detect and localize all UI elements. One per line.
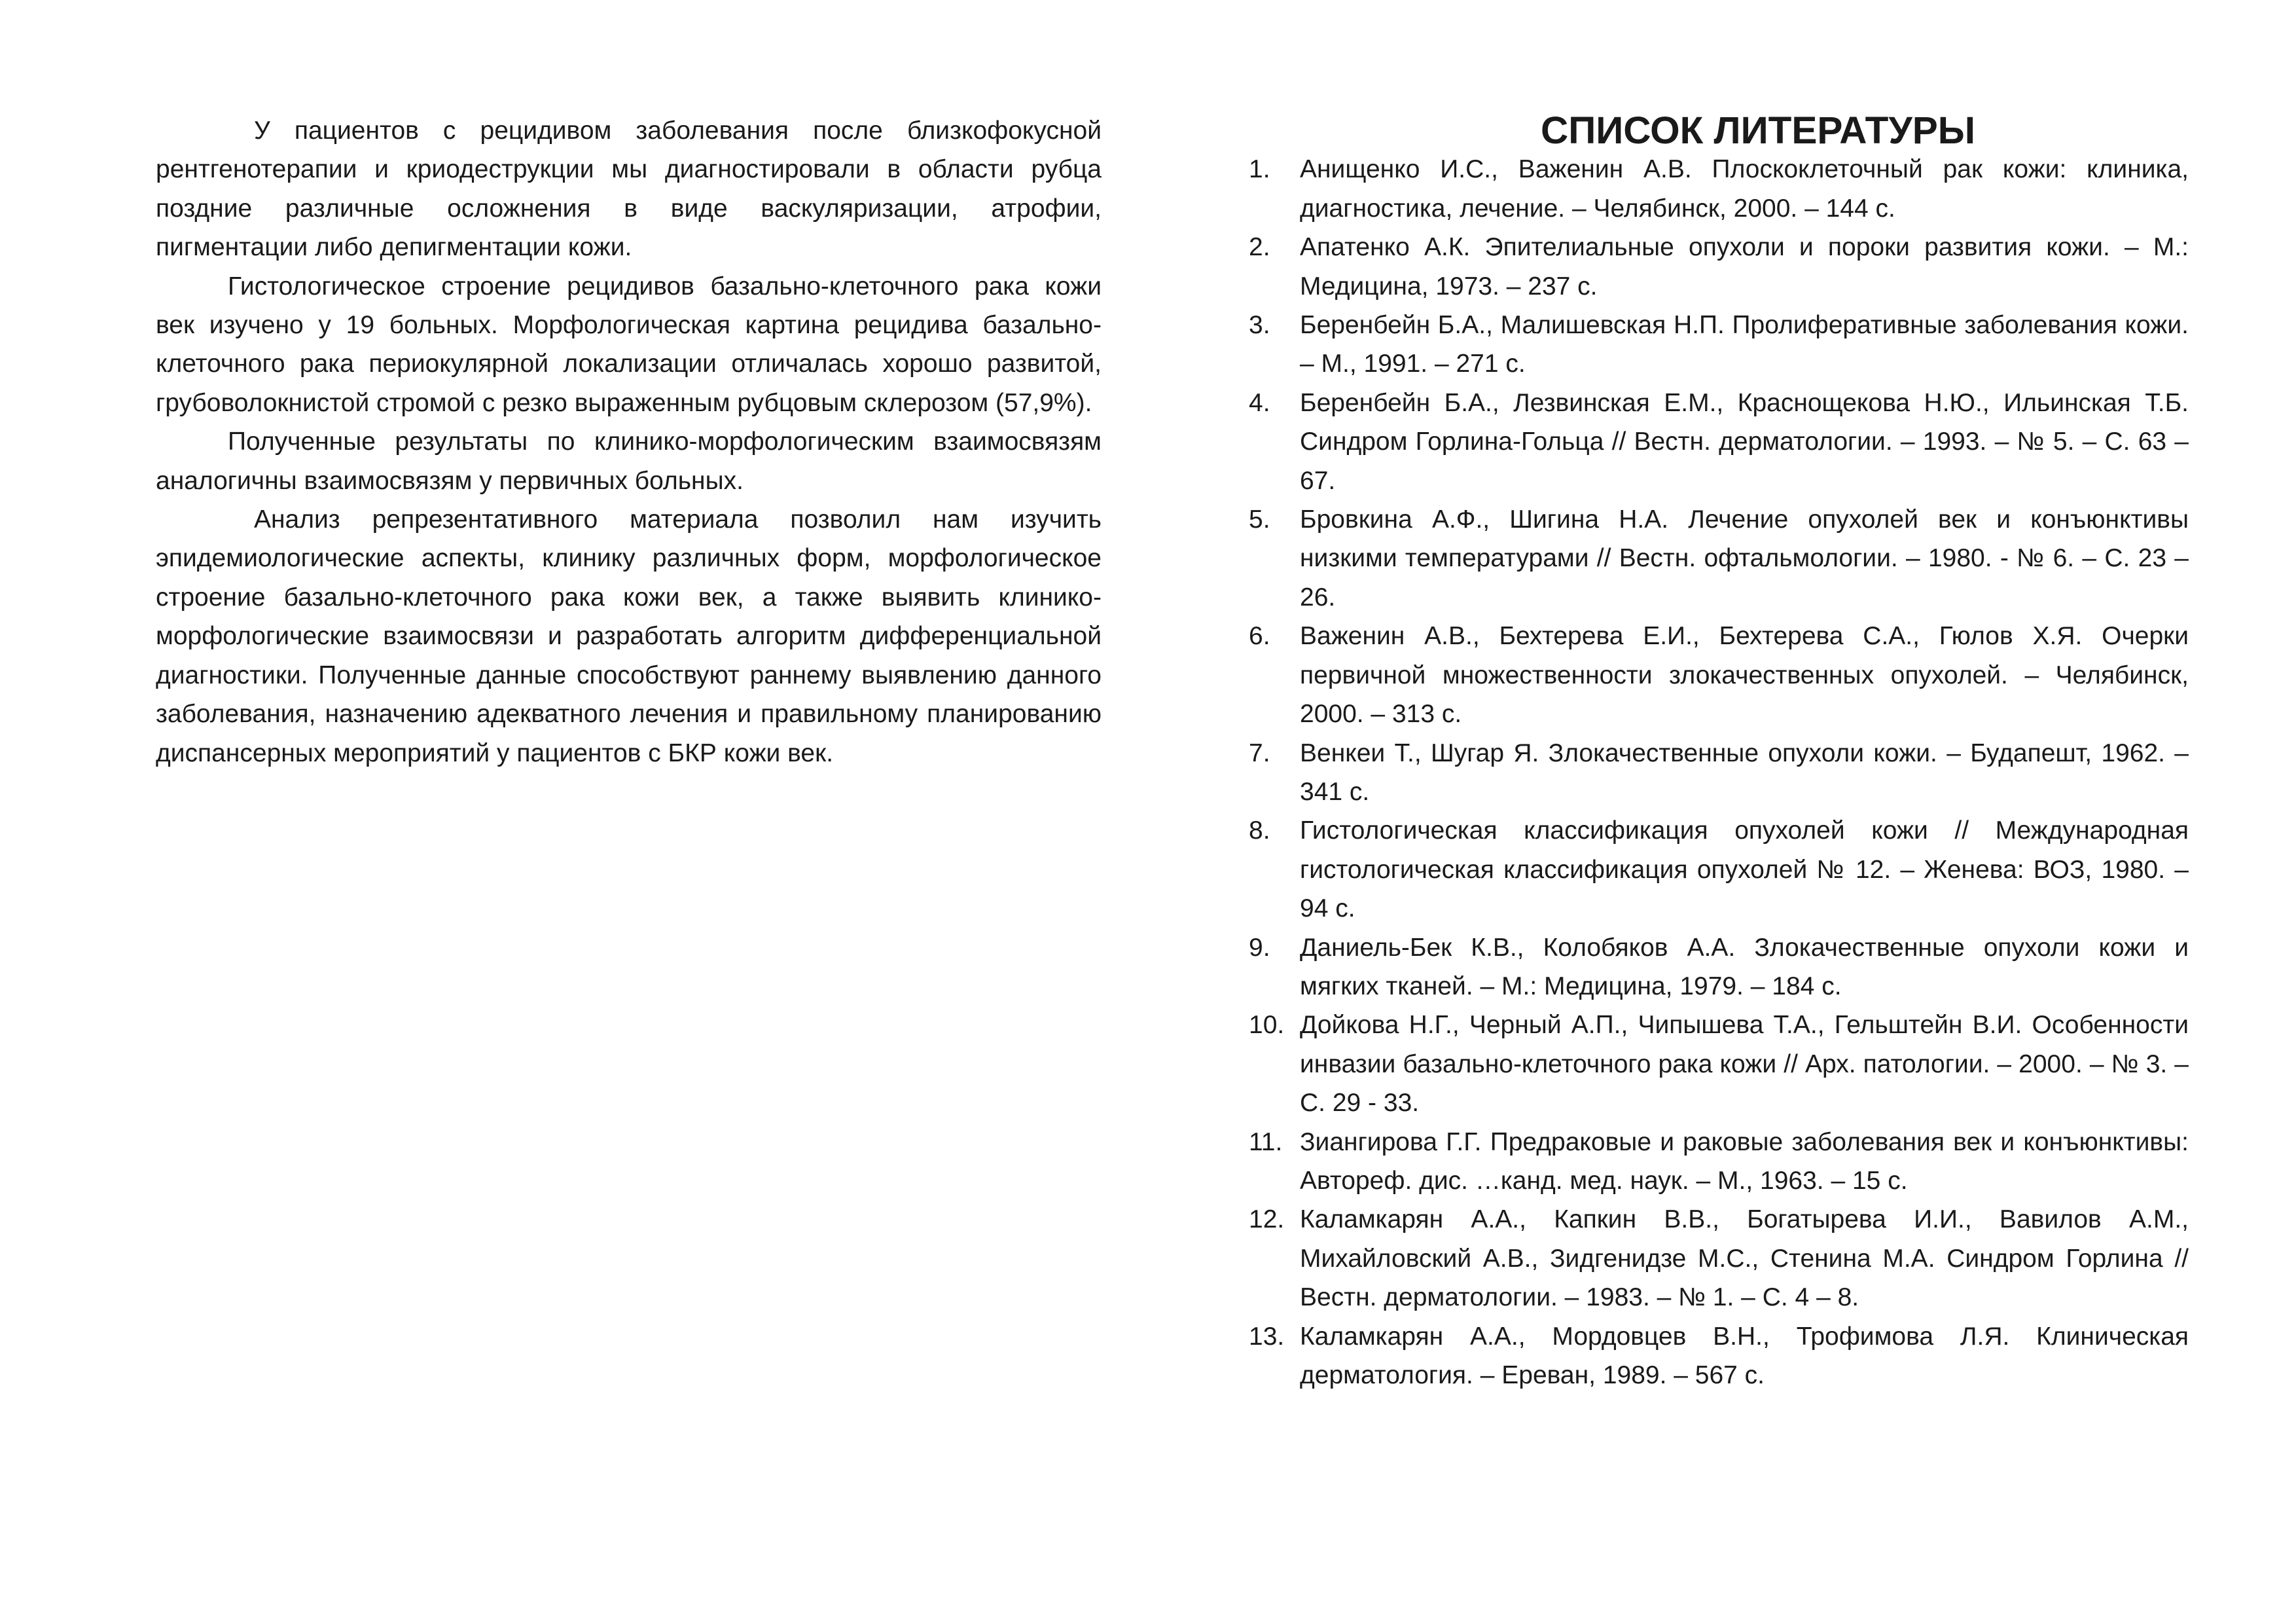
reference-item [1249,1123,2189,1201]
paragraph-complications: У пациентов с рецидивом заболевания после близкофокусной рентгенотерапии и криодеструкции мы диагностировали в области рубца поздние различные осложнения в виде васкуляризации, атрофии, пигментации либо депигментации кожи. [156,117,1102,262]
reference-number: 9. [1249,933,1270,962]
reference-number: 1. [1249,155,1270,184]
references-title: СПИСОК ЛИТЕРАТУРЫ [1540,109,1976,152]
reference-item [1249,617,2189,733]
reference-number: 3. [1249,311,1270,340]
reference-number: 13. [1249,1322,1285,1351]
conclusion-text [156,111,1102,773]
paragraph-histology: Гистологическое строение рецидивов базально-клеточного рака кожи век изучено у 19 больных. Морфологическая картина рецидива базально-клеточного рака периокулярной локализации отличалась хорошо развитой, грубоволокнистой стромой с резко выраженным рубцовым склерозом (57,9%). [156,272,1102,417]
paragraph-analysis: Анализ репрезентативного материала позволил нам изучить эпидемиологические аспекты, клинику различных форм, морфологическое строение базально-клеточного рака кожи век, а также выявить клинико-морфологические взаимосвязи и разработать алгоритм дифференциальной диагностики. Полученные данные способствуют раннему выявлению данного заболевания, назначению адекватного лечения и правильному планированию диспансерных мероприятий у пациентов с БКР кожи век. [156,505,1102,767]
reference-text: Каламкарян А.А., Мордовцев В.Н., Трофимова Л.Я. Клиническая дерматология. – Ереван, 1989. – 567 с. [1300,1322,2189,1389]
paragraph-results: Полученные результаты по клинико-морфологическим взаимосвязям аналогичны взаимосвязям у первичных больных. [156,428,1102,495]
reference-number: 8. [1249,816,1270,845]
reference-text: Венкеи Т., Шугар Я. Злокачественные опухоли кожи. – Будапешт, 1962. – 341 с. [1300,739,2189,806]
reference-text: Каламкарян А.А., Капкин В.В., Богатырева И.И., Вавилов А.М., Михайловский А.В., Зидгенидзе М.С., Стенина М.А. Синдром Горлина // Вестн. дерматологии. – 1983. – № 1. – С. 4 – 8. [1300,1205,2189,1312]
reference-item [1249,928,2189,1006]
reference-text: Анищенко И.С., Важенин А.В. Плоскоклеточный рак кожи: клиника, диагностика, лечение. – Челябинск, 2000. – 144 с. [1300,155,2189,223]
reference-text: Даниель-Бек К.В., Колобяков А.А. Злокачественные опухоли кожи и мягких тканей. – М.: Медицина, 1979. – 184 с. [1300,933,2189,1000]
reference-item [1249,1006,2189,1122]
reference-number: 2. [1249,233,1270,262]
right-page [1148,0,2296,1623]
reference-number: 10. [1249,1011,1285,1040]
reference-item [1249,150,2189,228]
reference-number: 6. [1249,622,1270,651]
reference-text: Апатенко А.К. Эпителиальные опухоли и пороки развития кожи. – М.: Медицина, 1973. – 237 с. [1300,233,2189,301]
references-list [1249,150,2189,1395]
references-section [1249,111,2189,1395]
reference-item [1249,306,2189,384]
reference-item [1249,811,2189,928]
reference-item [1249,384,2189,500]
reference-number: 12. [1249,1205,1285,1234]
reference-text: Зиангирова Г.Г. Предраковые и раковые заболевания век и конъюнктивы: Автореф. дис. …канд. мед. наук. – М., 1963. – 15 с. [1300,1127,2189,1195]
reference-text: Важенин А.В., Бехтерева Е.И., Бехтерева С.А., Гюлов Х.Я. Очерки первичной множественности злокачественных опухолей. – Челябинск, 2000. – 313 с. [1300,622,2189,729]
reference-number: 4. [1249,388,1270,417]
reference-text: Беренбейн Б.А., Лезвинская Е.М., Краснощекова Н.Ю., Ильинская Т.Б. Синдром Горлина-Гольца // Вестн. дерматологии. – 1993. – № 5. – С. 63 – 67. [1300,388,2189,495]
reference-number: 7. [1249,739,1270,767]
reference-item [1249,500,2189,617]
reference-number: 5. [1249,505,1270,534]
reference-text: Гистологическая классификация опухолей кожи // Международная гистологическая классификация опухолей № 12. – Женева: ВОЗ, 1980. – 94 с. [1300,816,2189,923]
reference-item [1249,1200,2189,1317]
reference-text: Бровкина А.Ф., Шигина Н.А. Лечение опухолей век и конъюнктивы низкими температурами // Вестн. офтальмологии. – 1980. - № 6. – С. 23 – 26. [1300,505,2189,611]
reference-text: Дойкова Н.Г., Черный А.П., Чипышева Т.А., Гельштейн В.И. Особенности инвазии базально-клеточного рака кожи // Арх. патологии. – 2000. – № 3. – С. 29 - 33. [1300,1011,2189,1118]
reference-text: Беренбейн Б.А., Малишевская Н.П. Пролиферативные заболевания кожи. – М., 1991. – 271 с. [1300,311,2189,378]
reference-item [1249,1317,2189,1395]
reference-number: 11. [1249,1127,1283,1156]
reference-item [1249,228,2189,306]
reference-item [1249,734,2189,812]
